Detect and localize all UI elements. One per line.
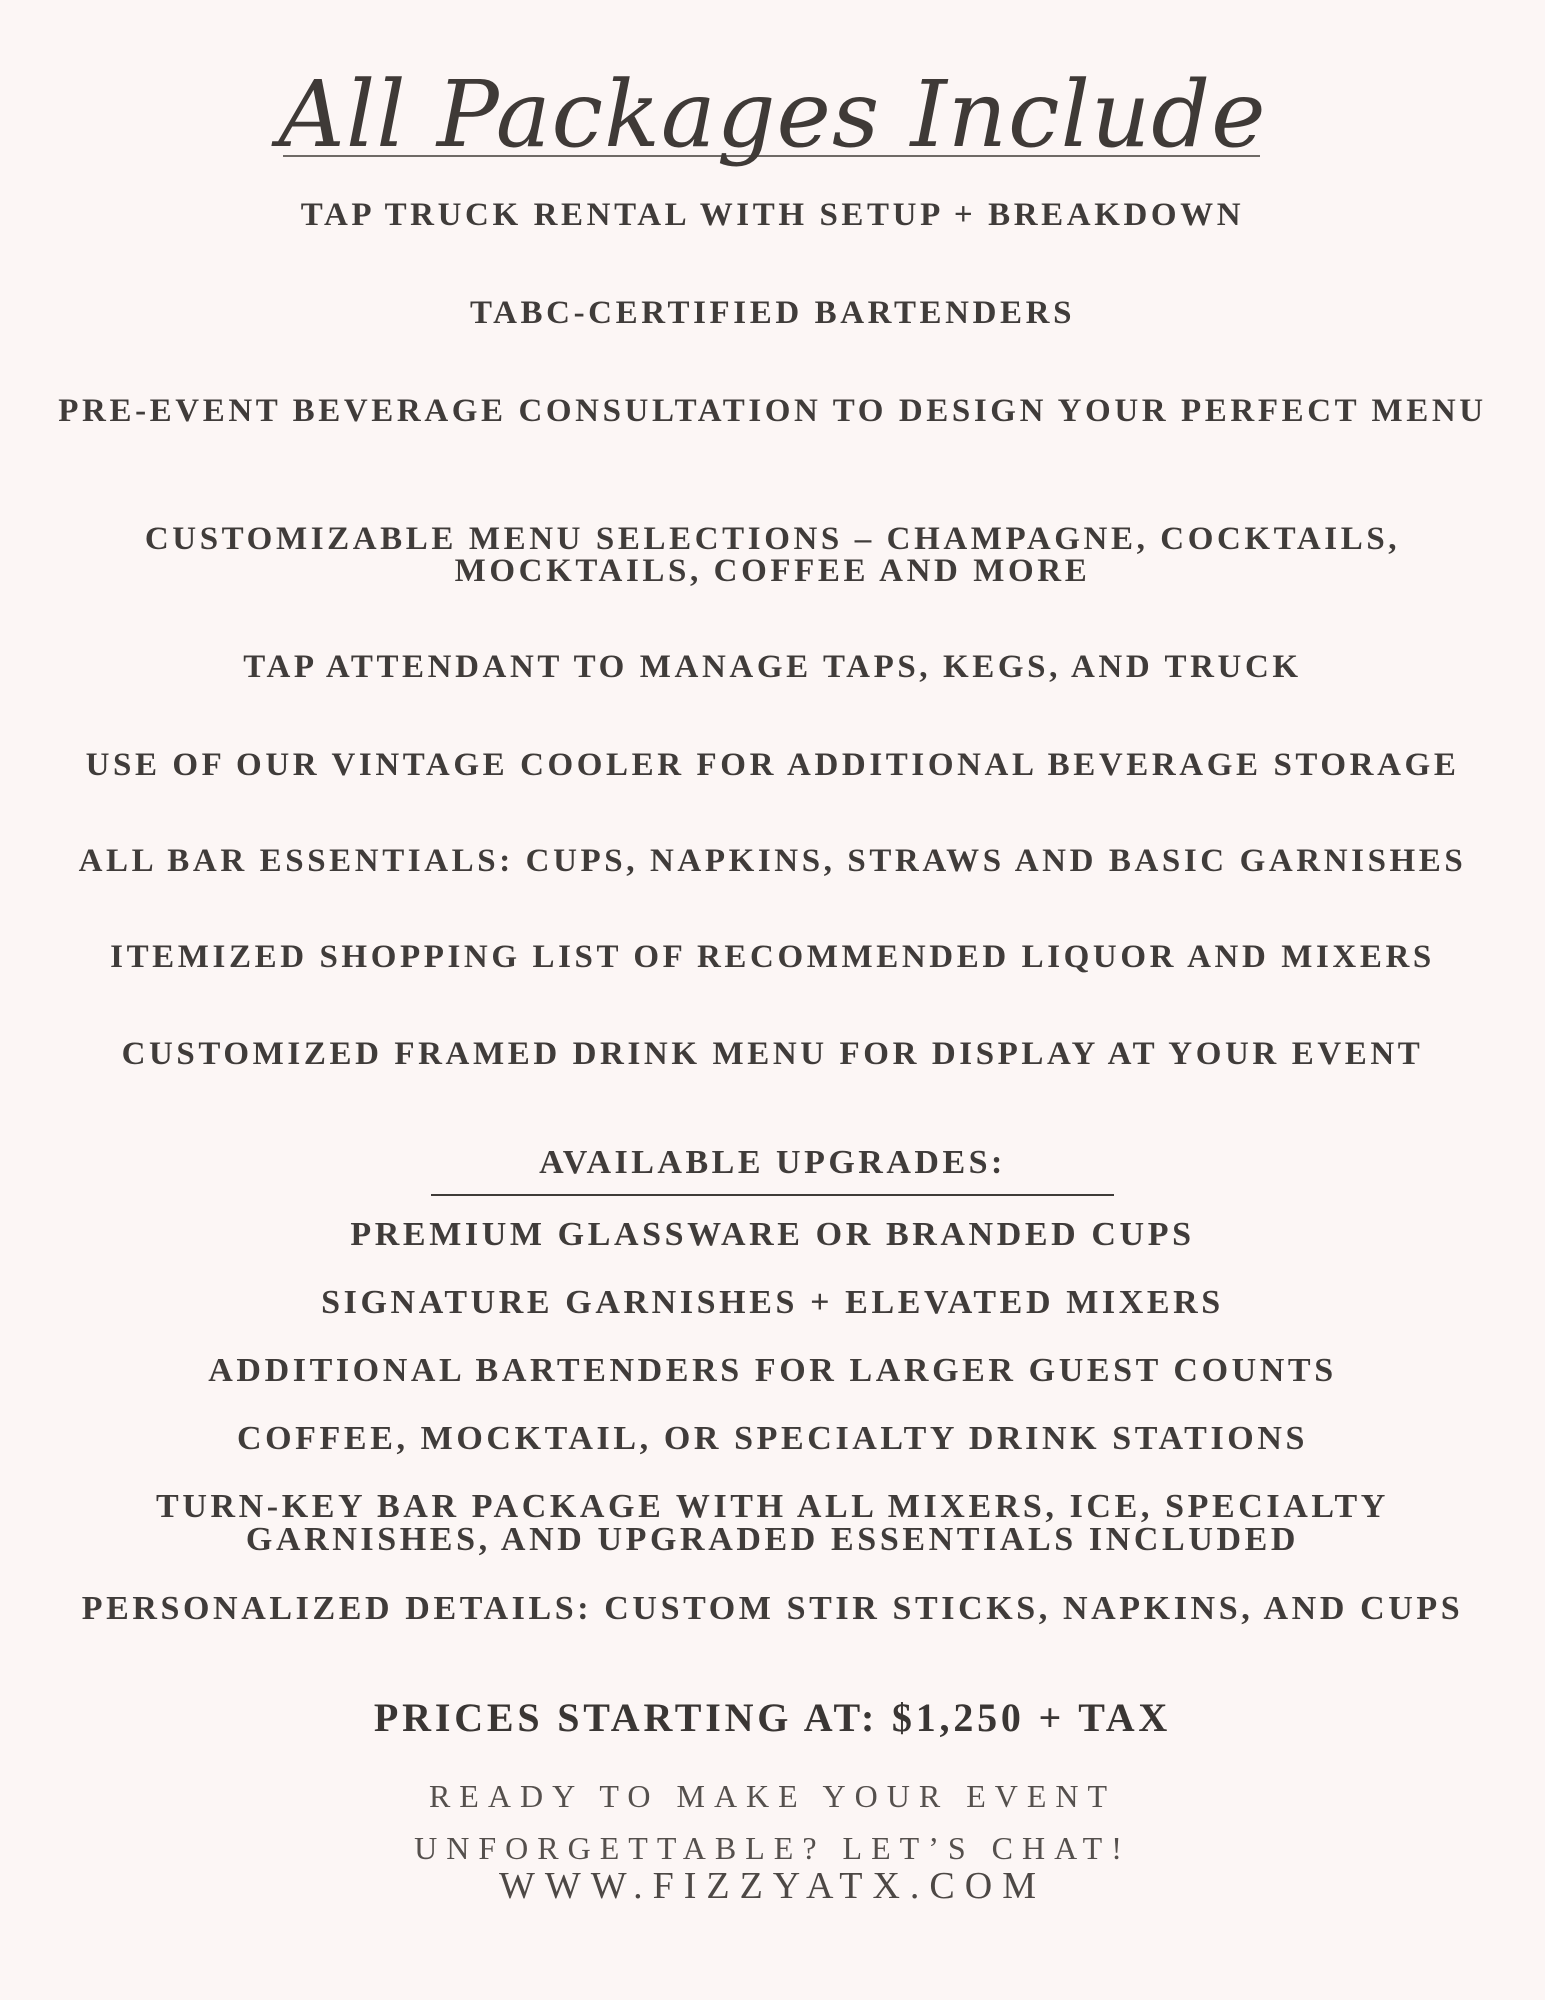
upgrade-item: TURN-KEY BAR PACKAGE WITH ALL MIXERS, ICE, SPECIALTY GARNISHES, AND UPGRADED ESSENTIALS INCLUDED [156,1488,1389,1558]
upgrade-item: PREMIUM GLASSWARE OR BRANDED CUPS [350,1216,1195,1253]
include-item: TAP ATTENDANT TO MANAGE TAPS, KEGS, AND TRUCK [243,649,1302,685]
upgrade-item: PERSONALIZED DETAILS: CUSTOM STIR STICKS, NAPKINS, AND CUPS [81,1590,1464,1627]
include-item: CUSTOMIZED FRAMED DRINK MENU FOR DISPLAY AT YOUR EVENT [121,1036,1424,1072]
include-item: TAP TRUCK RENTAL WITH SETUP + BREAKDOWN [300,197,1245,233]
cta-line-2: UNFORGETTABLE? LET’S CHAT! [414,1830,1131,1866]
include-item: CUSTOMIZABLE MENU SELECTIONS – CHAMPAGNE, COCKTAILS, MOCKTAILS, COFFEE AND MORE [144,521,1401,589]
include-item: ALL BAR ESSENTIALS: CUPS, NAPKINS, STRAWS AND BASIC GARNISHES [78,843,1467,879]
include-item: PRE-EVENT BEVERAGE CONSULTATION TO DESIGN YOUR PERFECT MENU [58,393,1487,429]
price-line: PRICES STARTING AT: $1,250 + TAX [373,1695,1172,1740]
upgrade-item: SIGNATURE GARNISHES + ELEVATED MIXERS [321,1284,1224,1321]
website-link[interactable]: WWW.FIZZYATX.COM [498,1865,1046,1907]
upgrades-underline [431,1194,1114,1196]
include-item: TABC-CERTIFIED BARTENDERS [469,295,1076,331]
upgrade-item: ADDITIONAL BARTENDERS FOR LARGER GUEST COUNTS [208,1352,1337,1389]
upgrade-item: COFFEE, MOCKTAIL, OR SPECIALTY DRINK STATIONS [236,1420,1309,1457]
include-item: ITEMIZED SHOPPING LIST OF RECOMMENDED LIQUOR AND MIXERS [110,939,1435,975]
title-block [0,55,1545,175]
include-item: USE OF OUR VINTAGE COOLER FOR ADDITIONAL BEVERAGE STORAGE [85,747,1460,783]
page-title: All Packages Include [278,61,1267,168]
upgrades-heading: AVAILABLE UPGRADES: [539,1144,1006,1181]
cta-line-1: READY TO MAKE YOUR EVENT [428,1778,1117,1814]
